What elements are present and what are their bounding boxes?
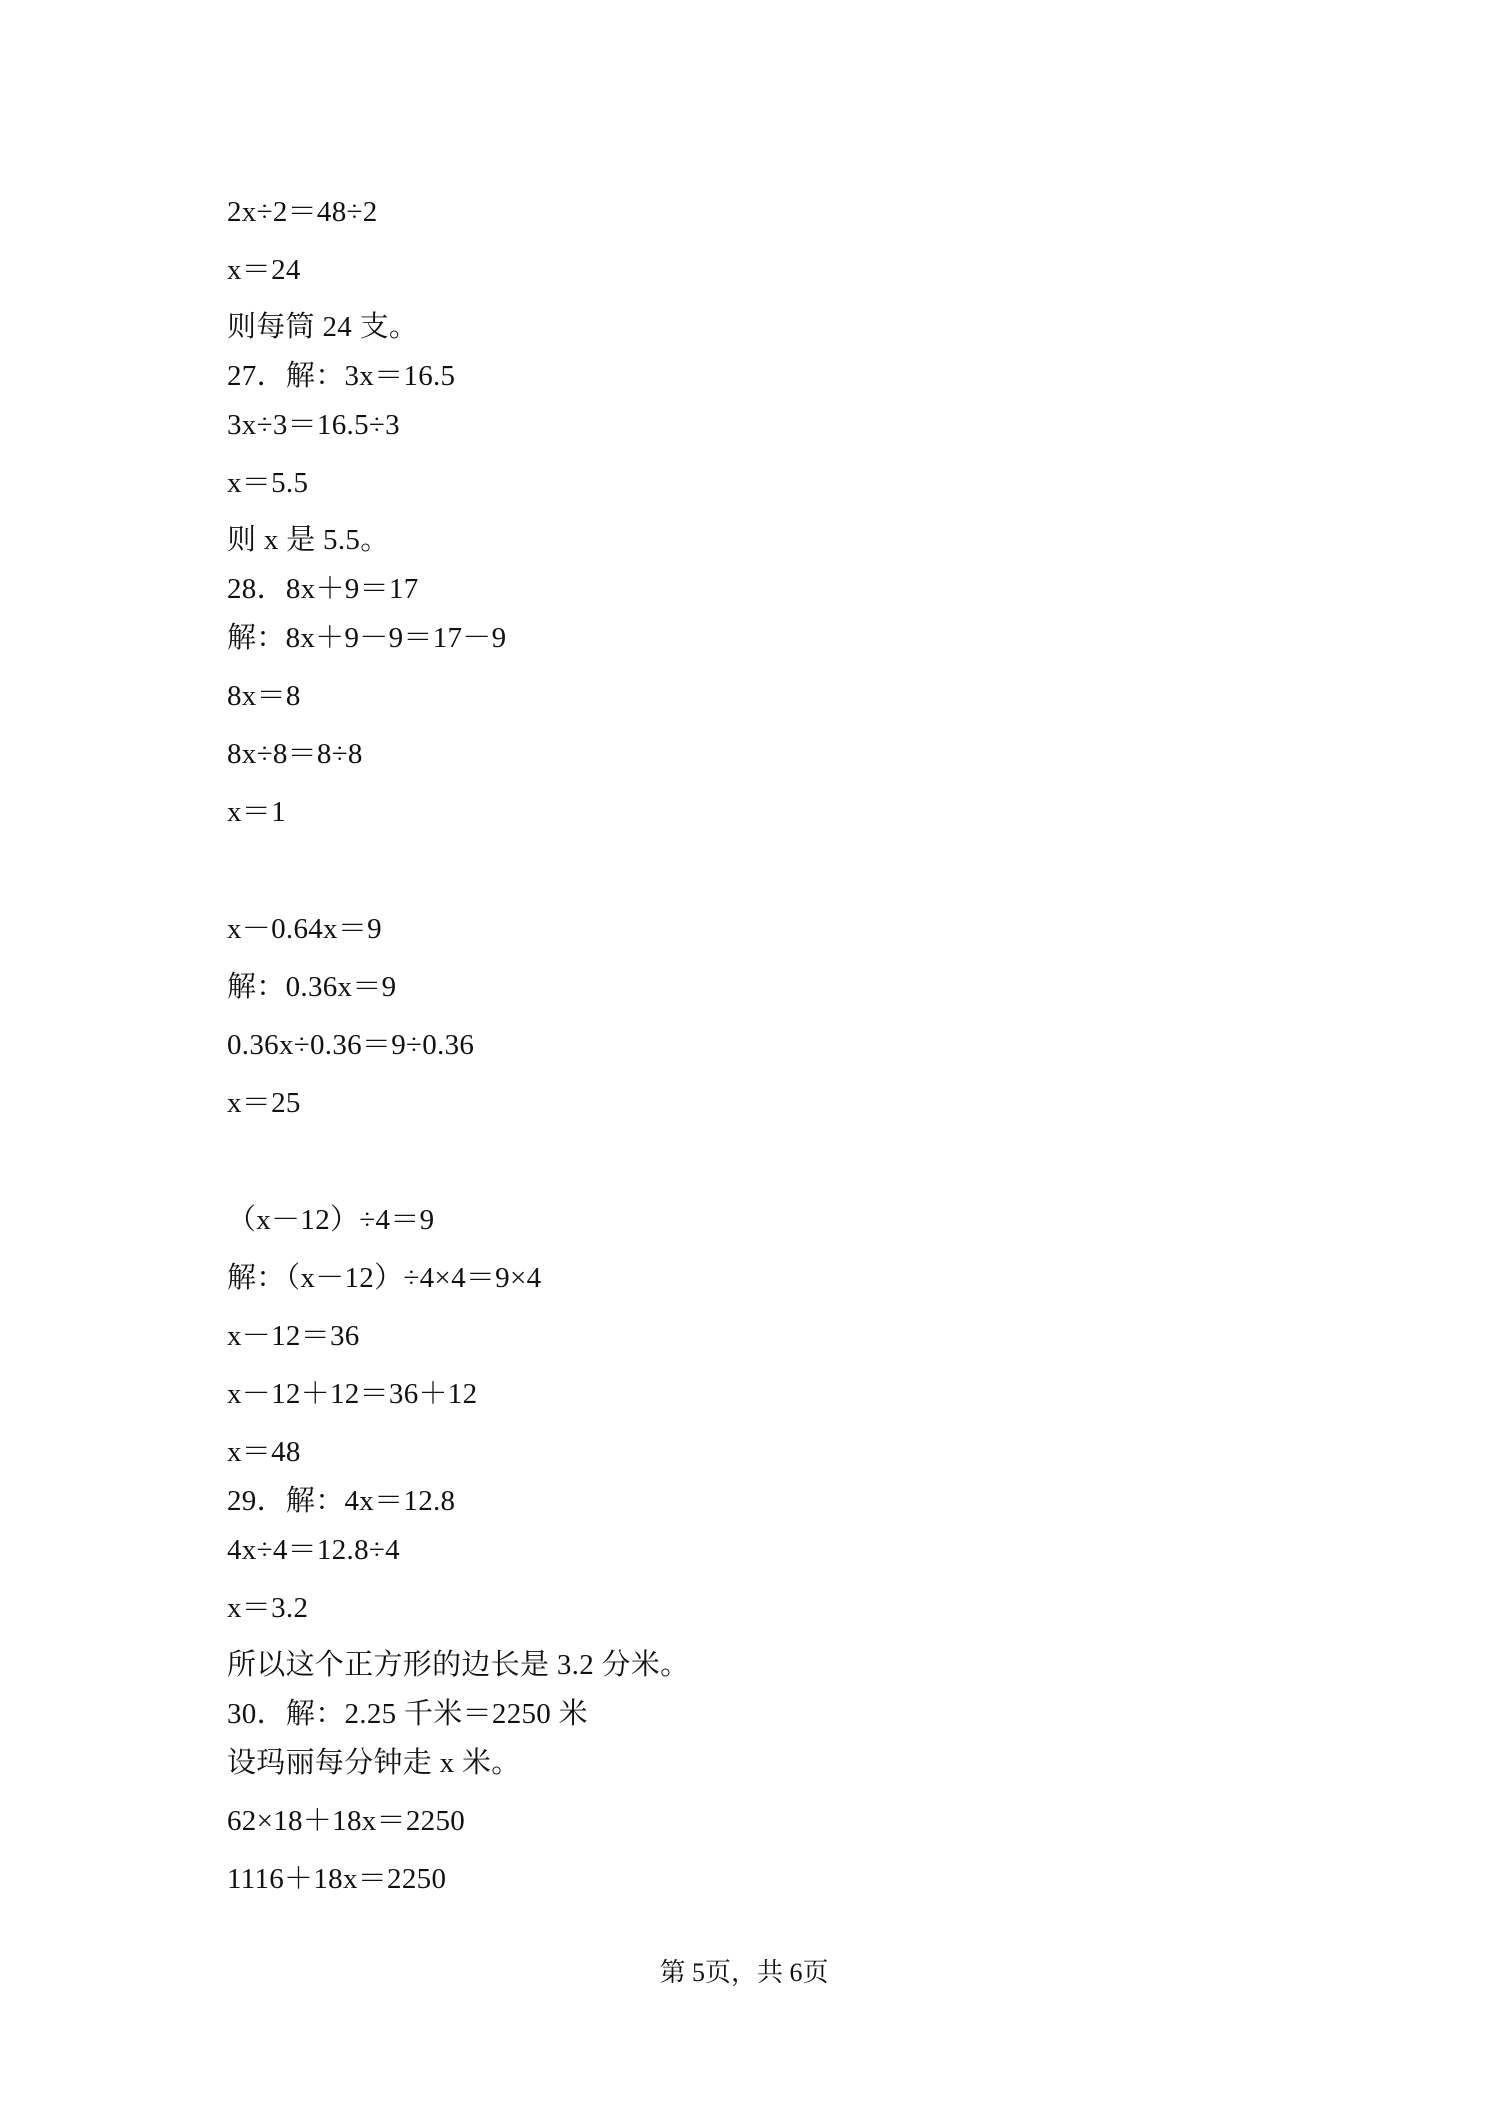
line-x-3-2: x＝3.2 — [227, 1592, 309, 1624]
line-eq-8x-minus-9: 解：8x＋9－9＝17－9 — [227, 622, 507, 654]
line-x-25: x＝25 — [227, 1087, 301, 1119]
line-answer-26: 则每筒 24 支。 — [227, 311, 419, 343]
line-eq-paren-x-minus-12: （x－12）÷4＝9 — [227, 1204, 435, 1236]
line-eq-62x18: 62×18＋18x＝2250 — [227, 1805, 466, 1837]
line-q27-heading: 27．解：3x＝16.5 — [227, 360, 456, 392]
page-footer: 第 5页，共 6页 — [659, 1958, 829, 1987]
line-x-1: x＝1 — [227, 796, 286, 828]
line-q28-heading: 28．8x＋9＝17 — [227, 573, 419, 605]
line-8x-div-8: 8x÷8＝8÷8 — [227, 738, 363, 770]
line-x-48: x＝48 — [227, 1436, 301, 1468]
line-eq-2x-div-2: 2x÷2＝48÷2 — [227, 196, 378, 228]
line-q30-heading: 30．解：2.25 千米＝2250 米 — [227, 1698, 588, 1730]
line-x-5-5: x＝5.5 — [227, 467, 309, 499]
line-4x-div-4: 4x÷4＝12.8÷4 — [227, 1534, 400, 1566]
line-q29-heading: 29．解：4x＝12.8 — [227, 1485, 456, 1517]
line-solve-0-36x: 解：0.36x＝9 — [227, 971, 397, 1003]
line-eq-x-minus-0-64x: x－0.64x＝9 — [227, 913, 382, 945]
line-let-x: 设玛丽每分钟走 x 米。 — [227, 1747, 521, 1779]
line-eq-1116: 1116＋18x＝2250 — [227, 1863, 447, 1895]
line-answer-29: 所以这个正方形的边长是 3.2 分米。 — [227, 1649, 690, 1681]
line-x-24: x＝24 — [227, 254, 301, 286]
line-solve-times-4: 解：（x－12）÷4×4＝9×4 — [227, 1262, 542, 1294]
line-answer-27: 则 x 是 5.5。 — [227, 524, 390, 556]
line-plus-12: x－12＋12＝36＋12 — [227, 1378, 478, 1410]
line-8x-8: 8x＝8 — [227, 680, 301, 712]
line-eq-3x-div-3: 3x÷3＝16.5÷3 — [227, 409, 400, 441]
line-0-36x-div: 0.36x÷0.36＝9÷0.36 — [227, 1029, 475, 1061]
line-x-minus-12-36: x－12＝36 — [227, 1320, 360, 1352]
